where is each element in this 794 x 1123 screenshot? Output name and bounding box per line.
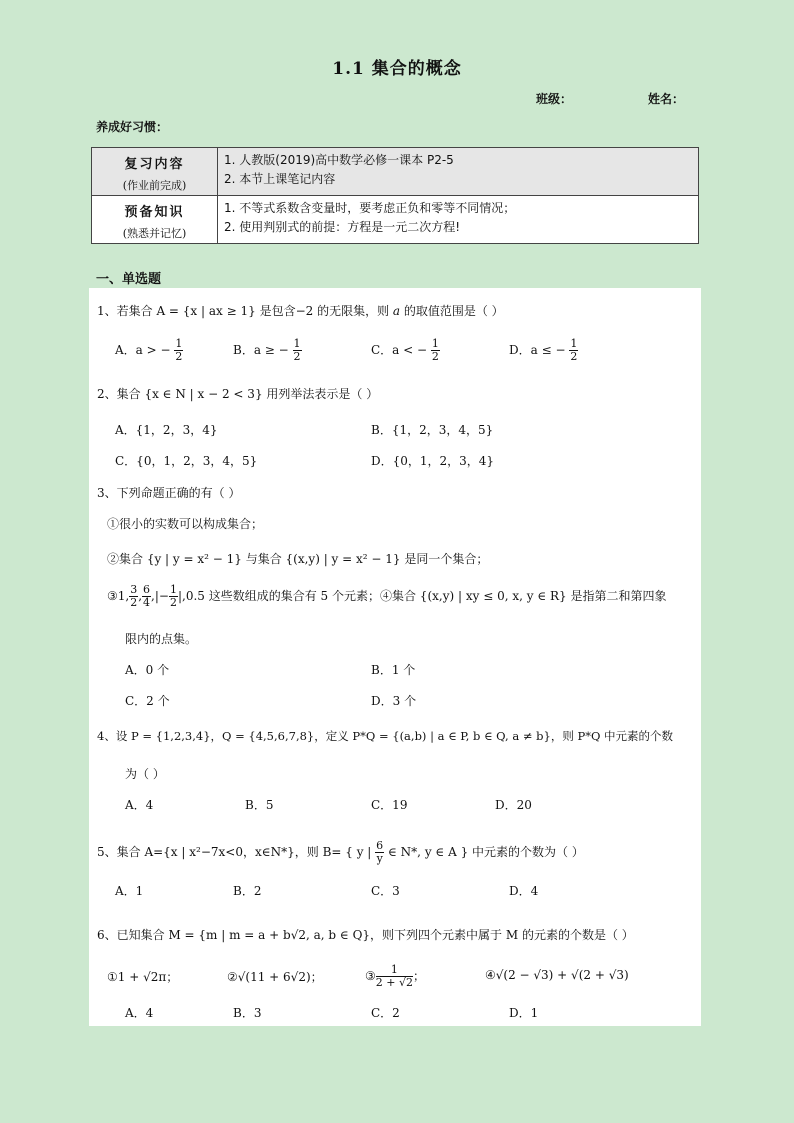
frac-den: 4 [143,596,151,609]
q1-suffix: 的取值范围是（ ） [400,304,504,318]
q4-option-c: C．19 [371,798,408,812]
q6-e3a: ③ [365,969,376,983]
info-table [91,147,699,244]
frac-num: 6 [376,839,384,852]
q3-option-c: C．2 个 [125,694,170,708]
q5-option-b: B．2 [233,884,262,898]
name-label: 姓名： [648,92,685,106]
q1-option-d [509,338,578,363]
q1-var: a [392,304,401,318]
info-row-prereq [92,196,699,244]
q1-option-b [233,338,302,363]
frac-num: 1 [175,337,183,350]
fraction [129,584,138,609]
frac-den: y [376,852,383,865]
q1-prefix: 1、若集合 A = {x | ax ≥ 1} 是包含−2 的无限集，则 [97,304,393,318]
class-label: 班级： [536,92,573,106]
info-head-cell [92,196,218,244]
q1-option-a [115,338,183,363]
q3-statement-2: ②集合 {y | y = x² − 1} 与集合 {(x,y) | y = x² − 1} 是同一个集合； [107,552,489,566]
option-text: C．a < − [371,343,428,357]
q2-option-c: C．{0，1，2，3，4，5} [115,454,258,468]
frac-num: 1 [376,964,413,977]
frac-num: 1 [570,337,578,350]
q3-s3a: ③1, [107,589,130,603]
fraction [174,338,183,363]
q6-e3b: ； [412,969,425,983]
info-sub: (熟悉并记忆) [122,227,187,240]
question-4: 4、设 P = {1,2,3,4}，Q = {4,5,6,7,8}，定义 P*Q = {(a,b) | a ∈ P, b ∈ Q, a ≠ b}，则 P*Q 中元素的个数 [97,729,674,743]
option-text: A．a > − [115,343,171,357]
q4-option-a: A．4 [125,798,154,812]
q6-option-a: A．4 [125,1006,154,1020]
frac-den: 2 [169,596,177,609]
fraction [431,338,440,363]
fraction [569,338,578,363]
frac-den: 2 [175,350,183,363]
frac-num: 6 [143,583,151,596]
question-panel [89,288,701,1026]
frac-den: 2 [570,350,578,363]
q3-s3c: ,|− [151,589,169,603]
fraction [376,964,413,989]
q6-element-3 [365,964,425,989]
info-body-cell [218,196,699,244]
q3-statement-3-cont: 限内的点集。 [125,632,198,646]
q6-element-1: ①1 + √2π； [107,970,179,984]
q2-option-d: D．{0，1，2，3，4} [371,454,495,468]
q2-option-b: B．{1，2，3，4，5} [371,423,494,437]
q2-option-a: A．{1，2，3，4} [115,423,218,437]
q5-suffix: ∈ N*, y ∈ A } 中元素的个数为（ ） [384,845,584,859]
info-line: 1. 不等式系数含变量时，要考虑正负和零等不同情况； [224,201,516,215]
q5-option-c: C．3 [371,884,400,898]
q5-prefix: 5、集合 A={x | x²−7x<0，x∈N*}，则 B= { y | [97,845,376,859]
question-6: 6、已知集合 M = {m | m = a + b√2, a, b ∈ Q}，则下列四个元素中属于 M 的元素的个数是（ ） [97,928,634,942]
frac-num: 1 [431,337,439,350]
question-2: 2、集合 {x ∈ N | x − 2 < 3} 用列举法表示是（ ） [97,387,379,401]
q6-option-b: B．3 [233,1006,262,1020]
frac-den: 2 + √2 [375,976,413,989]
q3-statement-1: ①很小的实数可以构成集合； [107,517,264,531]
question-3: 3、下列命题正确的有（ ） [97,486,241,500]
q3-s3d: |,0.5 这些数组成的集合有 5 个元素；④集合 {(x,y) | xy ≤ 0, x, y ∈ R} 是指第二和第四象 [177,589,667,603]
q3-statement-3 [107,584,667,609]
info-head: 预备知识 [124,205,185,220]
q4-option-d: D．20 [495,798,532,812]
info-row-review [92,148,699,196]
q6-element-4: ④√(2 − √3) + √(2 + √3) [485,968,629,982]
q5-option-d: D．4 [509,884,539,898]
fraction [375,840,384,865]
frac-num: 3 [130,583,138,596]
q3-s3b: , [138,589,143,603]
frac-den: 2 [293,350,301,363]
info-head-cell [92,148,218,196]
page-title: 1.1 集合的概念 [332,59,462,79]
fraction [142,584,151,609]
fraction [169,584,178,609]
frac-num: 1 [169,583,177,596]
fraction [293,338,302,363]
info-head: 复习内容 [124,157,185,172]
info-body-cell [218,148,699,196]
q6-option-c: C．2 [371,1006,400,1020]
habit-label: 养成好习惯： [96,120,169,134]
frac-den: 2 [130,596,138,609]
question-1 [97,302,504,319]
info-sub: (作业前完成) [122,179,187,192]
info-line: 1. 人教版(2019)高中数学必修一课本 P2-5 [224,153,454,167]
q1-option-c [371,338,440,363]
section-title: 一、单选题 [96,272,162,287]
option-text: B．a ≥ − [233,343,289,357]
q3-option-b: B．1 个 [371,663,416,677]
q3-option-a: A．0 个 [125,663,170,677]
question-4-cont: 为（ ） [125,767,165,781]
q5-option-a: A．1 [115,884,144,898]
info-line: 2. 本节上课笔记内容 [224,172,336,186]
question-5 [97,840,584,865]
frac-den: 2 [431,350,439,363]
option-text: D．a ≤ − [509,343,566,357]
q3-option-d: D．3 个 [371,694,417,708]
q6-element-2: ②√(11 + 6√2)； [227,970,323,984]
info-line: 2. 使用判别式的前提：方程是一元二次方程! [224,220,461,234]
q4-option-b: B．5 [245,798,274,812]
q6-option-d: D．1 [509,1006,539,1020]
frac-num: 1 [293,337,301,350]
